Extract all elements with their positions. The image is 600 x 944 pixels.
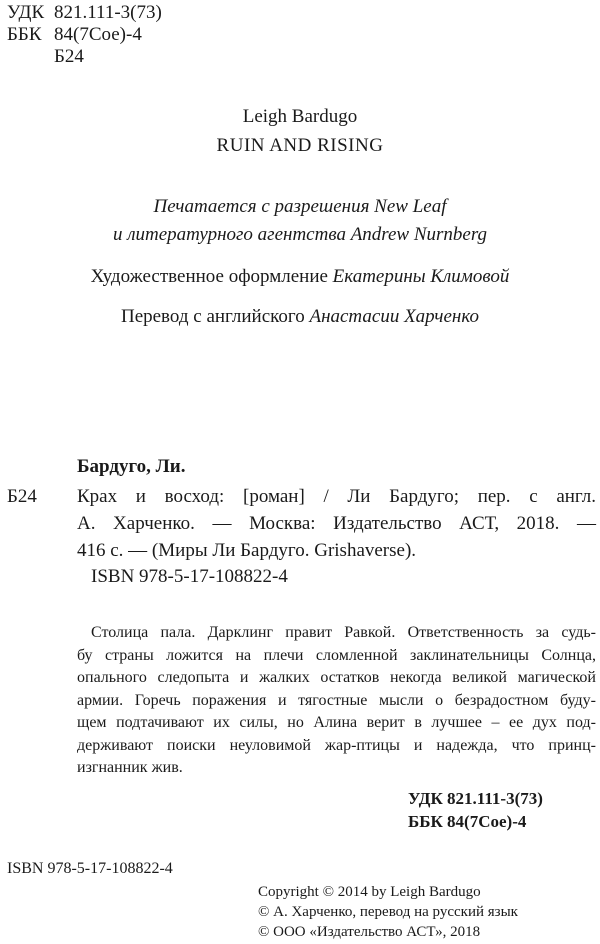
design-credit <box>0 266 600 288</box>
footer-isbn: ISBN 978-5-17-108822-4 <box>7 860 173 877</box>
bibliography-isbn: ISBN 978-5-17-108822-4 <box>91 566 288 587</box>
annotation-line: армии. Горечь поражения и тягостные мысли о безрадостном буду- <box>77 691 596 709</box>
bibliography-line: Крах и восход: [роман] / Ли Бардуго; пер. с англ. <box>77 486 596 507</box>
annotation-line: держивают поиски неуловимой жар-птицы и надежда, что принц- <box>77 736 596 754</box>
annotation-line: изгнанник жив. <box>77 759 183 776</box>
annotation-line: опального следопыта и жалких остатков некогда великой магической <box>77 669 596 686</box>
translation-credit <box>0 306 600 328</box>
translation-credit-prefix: Перевод с английского <box>120 306 305 327</box>
footer-bbk: ББК 84(7Сое)-4 <box>408 812 527 831</box>
copyright-block <box>258 882 518 942</box>
permission-notice <box>0 193 600 249</box>
original-title: RUIN AND RISING <box>216 135 384 156</box>
original-author: Leigh Bardugo <box>242 106 358 127</box>
design-credit-name: Екатерины Климовой <box>332 266 510 287</box>
bibliography-code: Б24 <box>7 486 37 507</box>
author-mark: Б24 <box>54 46 84 67</box>
copyright-line: Copyright © 2014 by Leigh Bardugo <box>258 884 481 900</box>
copyright-line: © ООО «Издательство АСТ», 2018 <box>258 924 481 940</box>
footer-classification <box>408 787 543 833</box>
annotation-line: бу страны ложится на плечи сломленной заклинательницы Солнца, <box>77 646 596 664</box>
annotation-line: Столица пала. Дарклинг правит Равкой. Ответственность за судь- <box>91 624 596 641</box>
annotation-line: щем подтачивают их силы, но Алина верит в лучшее – ее дух под- <box>77 714 596 731</box>
spacer <box>7 46 54 68</box>
bibliography-line: А. Харченко. — Москва: Издательство АСТ, 2018. — <box>77 513 596 534</box>
classification-codes <box>7 2 162 68</box>
bibliography-author: Бардуго, Ли. <box>77 456 186 477</box>
udk-label: УДК <box>7 2 45 23</box>
bbk-label: ББК <box>7 24 42 45</box>
udk-value: 821.111-3(73) <box>54 2 162 23</box>
permission-line-1: Печатается с разрешения New Leaf <box>153 196 447 217</box>
bibliography-description <box>77 483 596 564</box>
design-credit-prefix: Художественное оформление <box>90 266 328 287</box>
bbk-value: 84(7Сое)-4 <box>54 24 142 45</box>
translation-credit-name: Анастасии Харченко <box>309 306 480 327</box>
footer-udk: УДК 821.111-3(73) <box>408 789 543 808</box>
copyright-line: © А. Харченко, перевод на русский язык <box>258 904 518 920</box>
permission-line-2: и литературного агентства Andrew Nurnberg <box>112 224 488 245</box>
bibliography-line: 416 с. — (Миры Ли Бардуго. Grishaverse). <box>77 540 417 561</box>
annotation <box>77 622 596 780</box>
